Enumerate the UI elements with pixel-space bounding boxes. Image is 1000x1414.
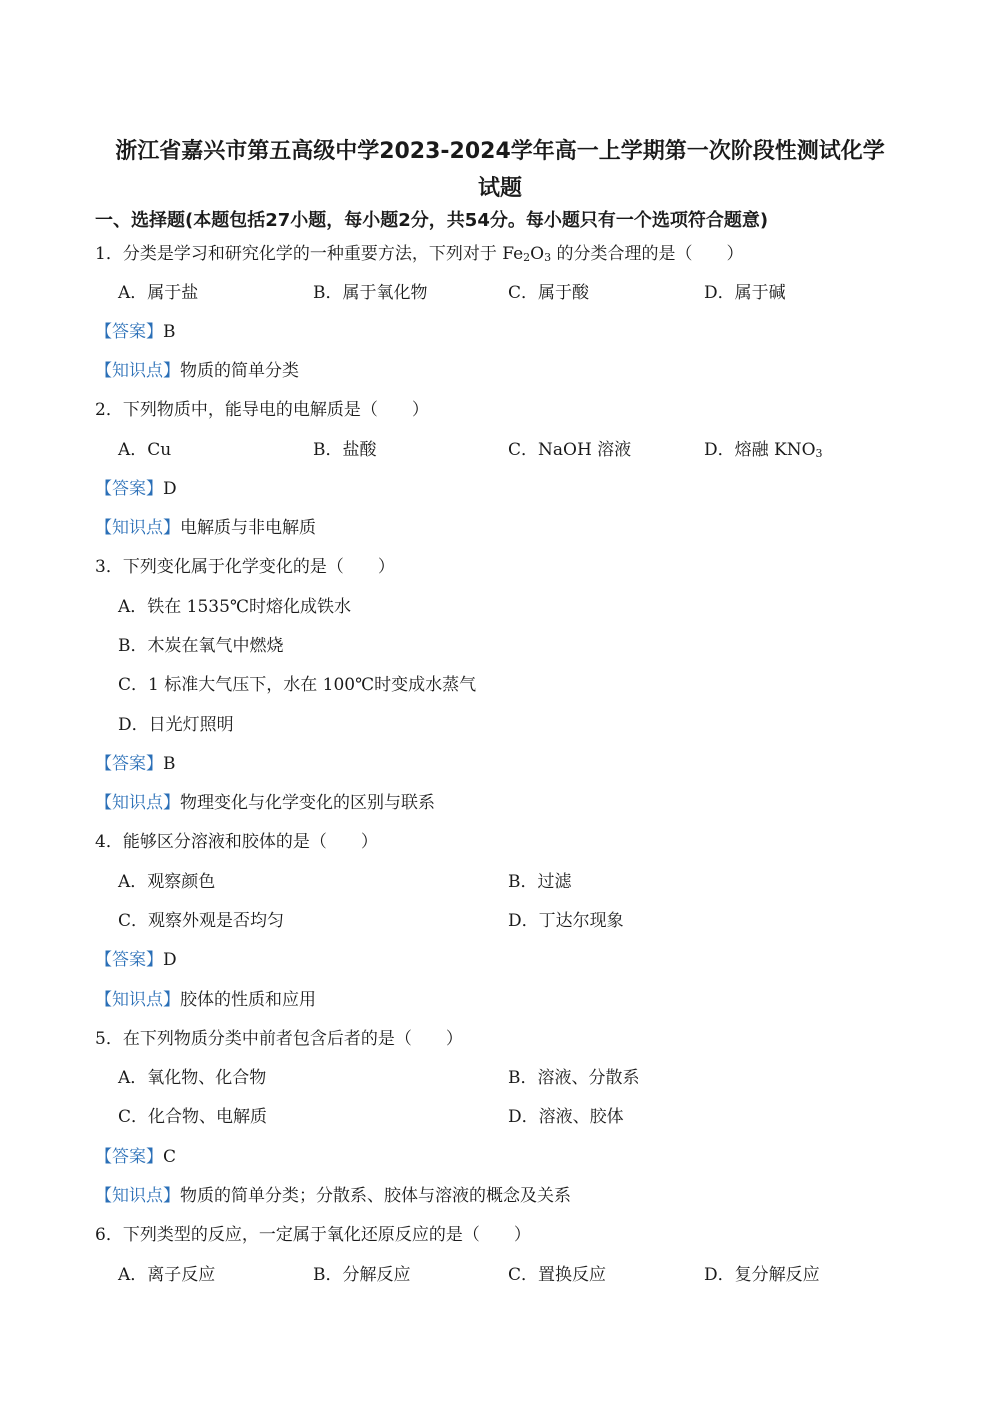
option-b: B．溶液、分散系 (508, 1068, 640, 1088)
question-4-stem: 4．能够区分溶液和胶体的是（ ） (95, 832, 378, 852)
question-1-stem: 1．分类是学习和研究化学的一种重要方法，下列对于 $Fe_2O_3$ 的分类合理的是（ ） (95, 244, 744, 264)
option-c: C．观察外观是否均匀 (118, 911, 285, 931)
option-b: B．盐酸 (313, 440, 377, 460)
option-a: A．氧化物、化合物 (118, 1068, 267, 1088)
option-b: B．木炭在氧气中燃烧 (118, 636, 284, 656)
option-a: A．属于盐 (118, 283, 199, 303)
option-a: A．离子反应 (118, 1265, 216, 1285)
option-c: C．NaOH 溶液 (508, 440, 632, 460)
option-d: D．属于碱 (704, 283, 786, 303)
option-b: B．属于氧化物 (313, 283, 428, 303)
question-1-knowledge-point: 【知识点】物质的简单分类 (95, 361, 299, 381)
question-3-answer: 【答案】B (95, 754, 176, 774)
question-5-knowledge-point: 【知识点】物质的简单分类；分散系、胶体与溶液的概念及关系 (95, 1186, 571, 1206)
question-4-answer: 【答案】D (95, 950, 177, 970)
option-a: A．Cu (118, 440, 172, 460)
question-6-stem: 6．下列类型的反应，一定属于氧化还原反应的是（ ） (95, 1225, 531, 1245)
section-heading: 一、选择题(本题包括27小题，每小题2分，共54分。每小题只有一个选项符合题意) (95, 210, 769, 231)
option-d: D．溶液、胶体 (508, 1107, 624, 1127)
document-title-line2: 试题 (477, 176, 522, 201)
question-4-knowledge-point: 【知识点】胶体的性质和应用 (95, 990, 316, 1010)
option-d: D．复分解反应 (704, 1265, 820, 1285)
question-3-stem: 3．下列变化属于化学变化的是（ ） (95, 557, 395, 577)
question-2-knowledge-point: 【知识点】电解质与非电解质 (95, 518, 316, 538)
option-b: B．分解反应 (313, 1265, 411, 1285)
option-a: A．铁在 1535℃时熔化成铁水 (118, 597, 351, 617)
option-c: C．置换反应 (508, 1265, 607, 1285)
option-c: C．属于酸 (508, 283, 590, 303)
question-2-answer: 【答案】D (95, 479, 177, 499)
question-5-stem: 5．在下列物质分类中前者包含后者的是（ ） (95, 1029, 463, 1049)
option-a: A．观察颜色 (118, 872, 216, 892)
question-5-answer: 【答案】C (95, 1147, 177, 1167)
option-d: D．丁达尔现象 (508, 911, 624, 931)
question-1-answer: 【答案】B (95, 322, 176, 342)
document-title-line1: 浙江省嘉兴市第五高级中学2023-2024学年高一上学期第一次阶段性测试化学 (115, 139, 885, 164)
option-d: D．熔融 $KNO_3$ (704, 440, 823, 460)
question-3-knowledge-point: 【知识点】物理变化与化学变化的区别与联系 (95, 793, 435, 813)
option-b: B．过滤 (508, 872, 572, 892)
question-2-stem: 2．下列物质中，能导电的电解质是（ ） (95, 400, 429, 420)
option-c: C．1 标准大气压下，水在 100℃时变成水蒸气 (118, 675, 477, 695)
option-d: D．日光灯照明 (118, 715, 234, 735)
option-c: C．化合物、电解质 (118, 1107, 268, 1127)
